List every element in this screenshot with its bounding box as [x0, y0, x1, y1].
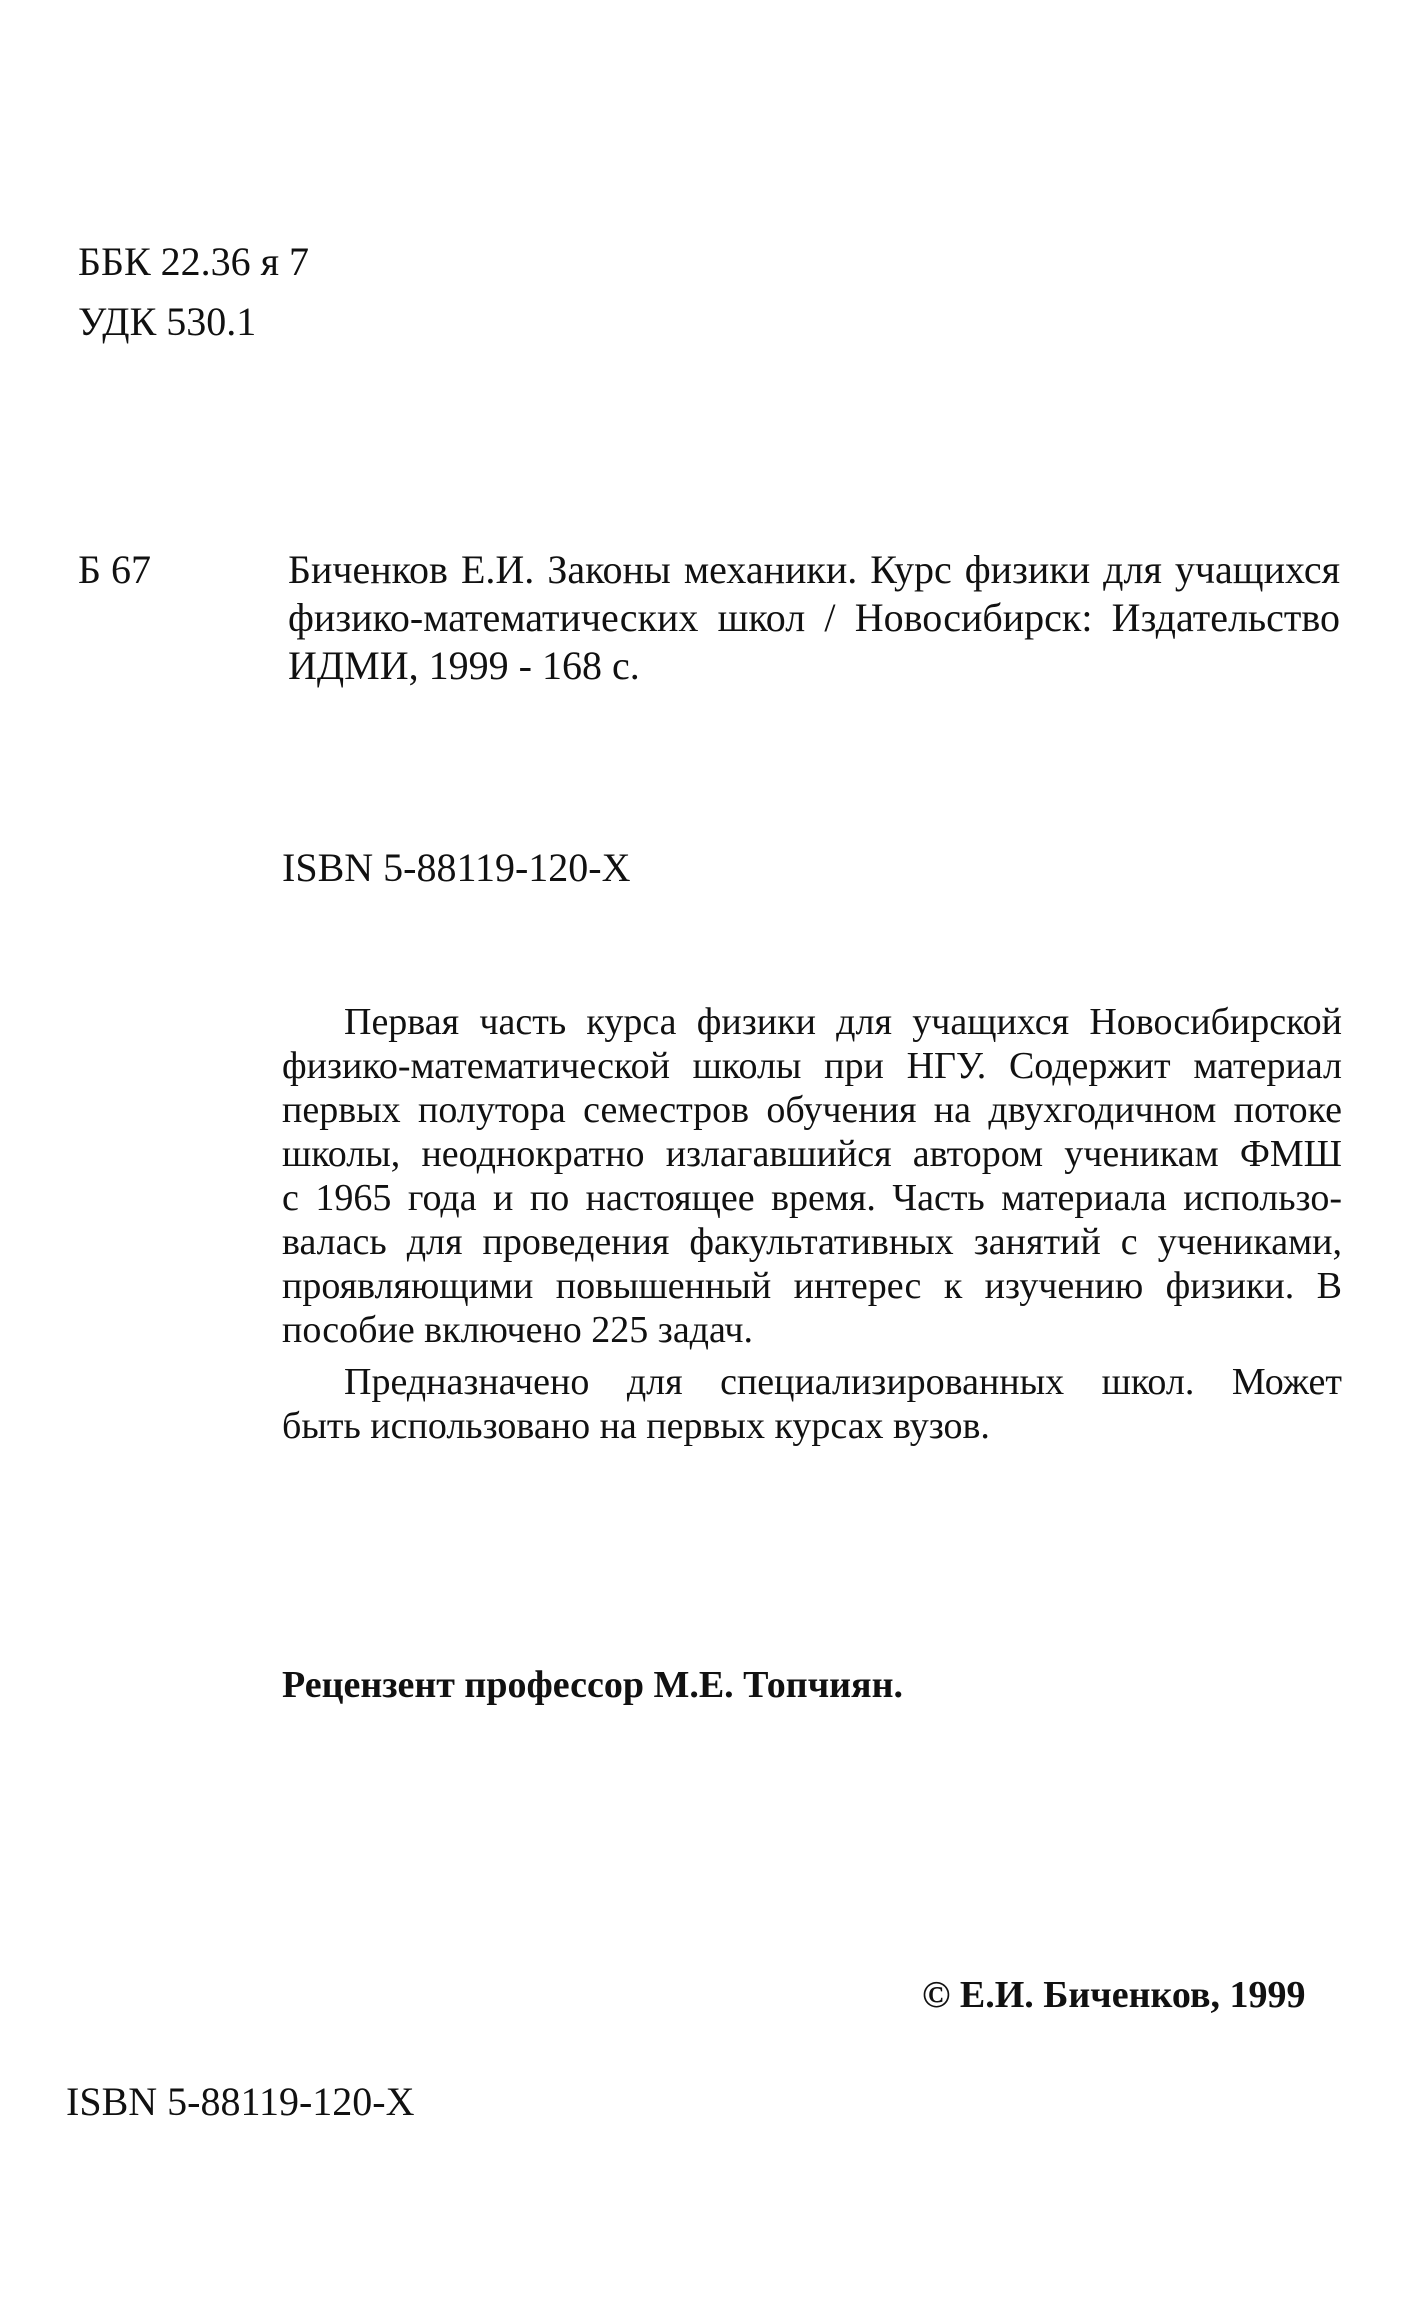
bibliographic-line: ИДМИ, 1999 - 168 с.: [288, 643, 640, 688]
abstract-line: проявляющими повышенный интерес к изучению физики. В: [282, 1265, 1342, 1307]
abstract-line: быть использовано на первых курсах вузов.: [282, 1405, 990, 1447]
abstract-line: Первая часть курса физики для учащихся Новосибирской: [344, 1001, 1342, 1043]
abstract-line: физико-математической школы при НГУ. Содержит материал: [282, 1045, 1342, 1087]
abstract: [282, 1000, 1342, 1448]
reviewer-credit: Рецензент профессор М.Е. Топчиян.: [282, 1664, 903, 1706]
abstract-line: Предназначено для специализированных школ. Может: [344, 1361, 1342, 1403]
bibliographic-line: физико-математических школ / Новосибирск: Издательство: [288, 595, 1340, 640]
abstract-line: с 1965 года и по настоящее время. Часть материала использо-: [282, 1177, 1342, 1219]
udk-code: УДК 530.1: [78, 299, 257, 344]
bibliographic-entry: [288, 546, 1340, 690]
bibliographic-line: Биченков Е.И. Законы механики. Курс физики для учащихся: [288, 547, 1340, 592]
isbn-main: ISBN 5-88119-120-X: [282, 845, 631, 890]
bbk-code: ББК 22.36 я 7: [78, 239, 310, 284]
abstract-line: пособие включено 225 задач.: [282, 1309, 753, 1351]
abstract-line: школы, неоднократно излагавшийся автором ученикам ФМШ: [282, 1133, 1342, 1175]
abstract-line: первых полутора семестров обучения на двухгодичном потоке: [282, 1089, 1342, 1131]
copyright-notice: © Е.И. Биченков, 1999: [922, 1974, 1306, 2016]
isbn-bottom: ISBN 5-88119-120-X: [66, 2079, 415, 2124]
abstract-line: валась для проведения факультативных занятий с учениками,: [282, 1221, 1342, 1263]
classification-codes: [78, 232, 309, 352]
catalog-code: Б 67: [78, 547, 151, 592]
